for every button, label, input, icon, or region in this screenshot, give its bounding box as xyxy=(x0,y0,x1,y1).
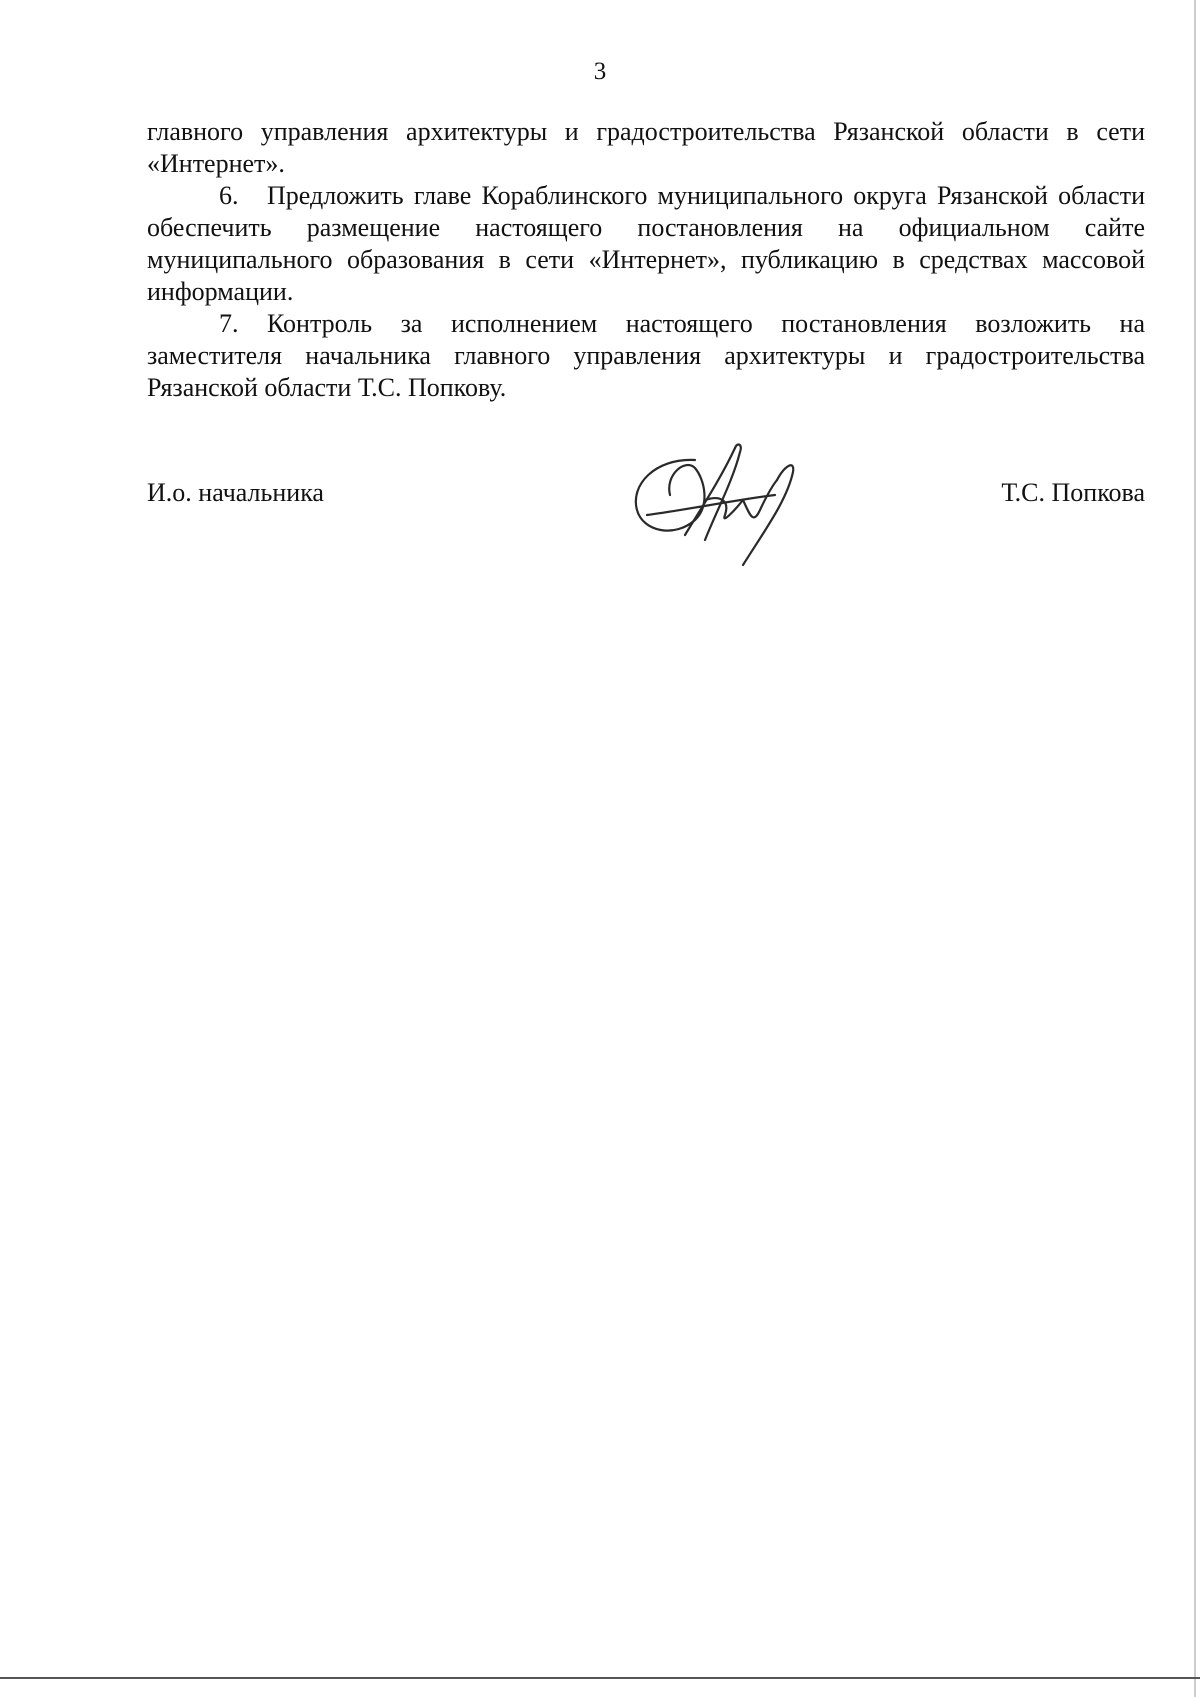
scan-edge-bottom xyxy=(0,1677,1200,1679)
paragraph-item-6 xyxy=(147,180,1145,308)
signatory-position: И.о. начальника xyxy=(147,478,324,507)
item-7-number: 7. xyxy=(219,309,239,338)
signatory-name: Т.С. Попкова xyxy=(1001,478,1145,507)
item-6-text: Предложить главе Кораблинского муниципального округа Рязанской области обеспечить размещение настоящего постановления на официальном сайте муниципального образования в сети «Интернет», публикацию в средствах массовой информации. xyxy=(147,181,1145,306)
handwritten-signature-icon xyxy=(625,440,825,570)
item-7-text: Контроль за исполнением настоящего постановления возложить на заместителя начальника главного управления архитектуры и градостроительства Рязанской области Т.С. Попкову. xyxy=(147,309,1145,402)
paragraph-continuation: главного управления архитектуры и градостроительства Рязанской области в сети «Интернет». xyxy=(147,117,1145,178)
scan-edge-right xyxy=(1194,0,1196,1697)
item-6-number: 6. xyxy=(219,181,239,210)
page-number: 3 xyxy=(593,58,607,85)
paragraph-item-7 xyxy=(147,308,1145,404)
document-body xyxy=(147,116,1145,404)
